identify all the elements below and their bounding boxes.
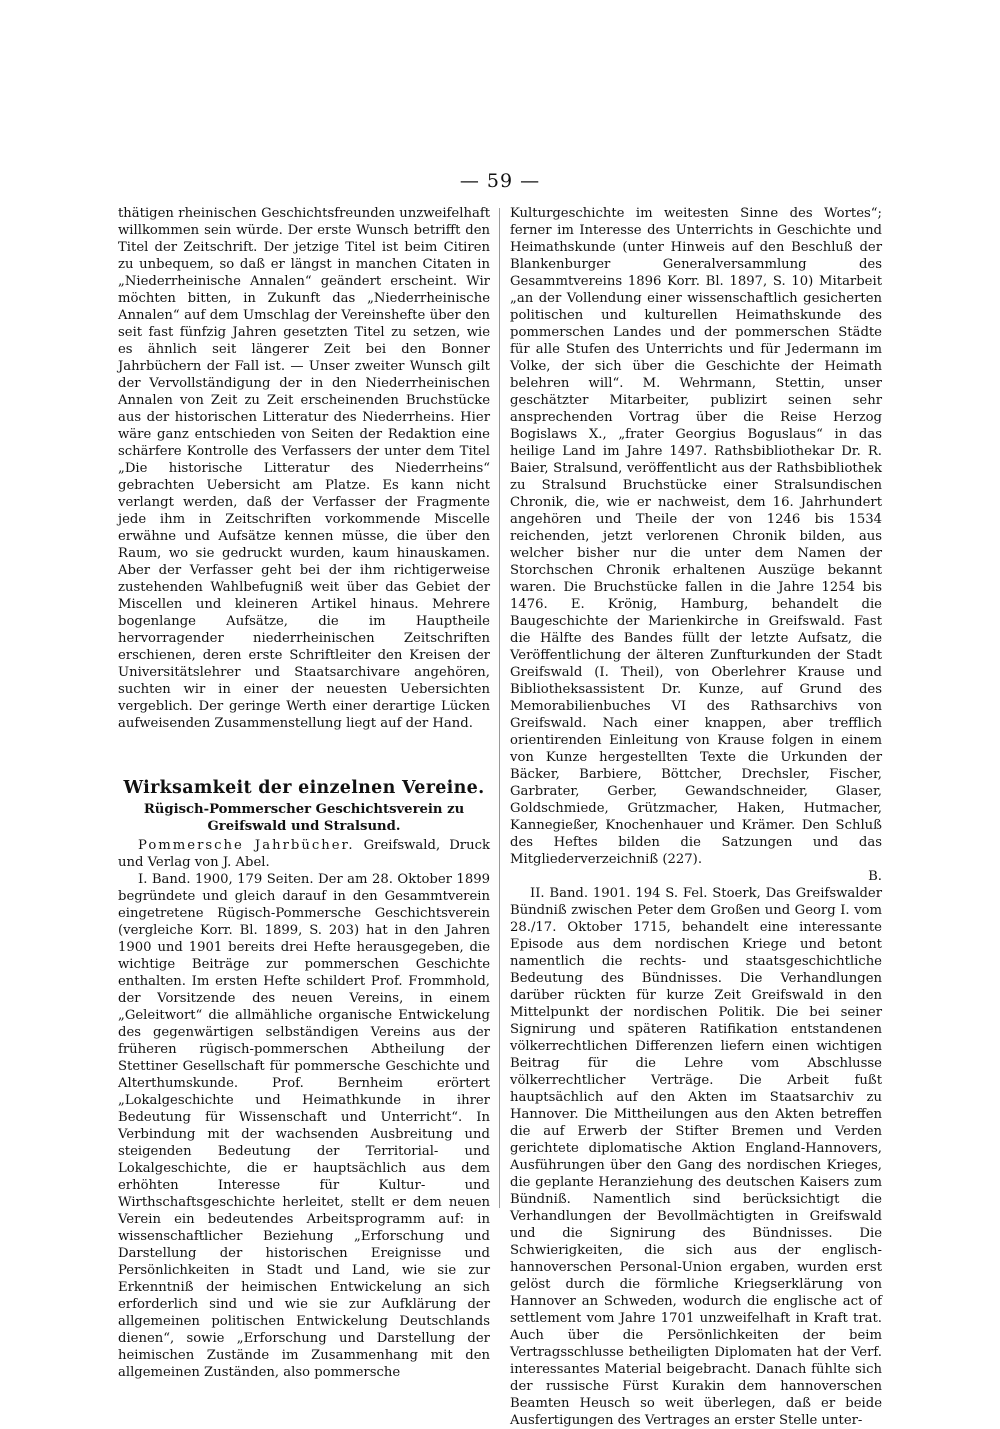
left-column xyxy=(118,205,490,1381)
right-column xyxy=(510,205,882,1429)
author-signature: B. xyxy=(868,869,882,884)
page-number: — 59 — xyxy=(459,170,541,192)
left-paragraph-2: I. Band. 1900, 179 Seiten. Der am 28. Oktober 1899 begründete und gleich darauf in den Gesammtverein eingetretene Rügisch-Pommersche Geschichtsverein (vergleiche Korr. Bl. 1899, S. 203) hat in den Jahren 1900 und 1901 bereits drei Hefte herausgegeben, die wichtige Beiträge zur pommerschen Geschichte enthalten. Im ersten Hefte schildert Prof. Frommhold, der Vorsitzende des neuen Vereins, in einem „Geleitwort“ die allmähliche organische Entwickelung des gegenwärtigen selbständigen Vereins aus der früheren rügisch-pommerschen Abtheilung der Stettiner Gesellschaft für pommersche Geschichte und Alterthumskunde. Prof. Bernheim erörtert „Lokalgeschichte und Heimathkunde in ihrer Bedeutung für Wissenschaft und Unterricht“. In Verbindung mit der wachsenden Ausbreitung und steigenden Bedeutung der Territorial- und Lokalgeschichte, die er hauptsächlich aus dem erhöhten Interesse für Kultur- und Wirthschaftsgeschichte herleitet, stellt er dem neuen Verein ein bedeutendes Arbeitsprogramm auf: in wissenschaftlicher Beziehung „Erforschung und Darstellung der historischen Ereignisse und Persönlichkeiten in Stadt und Land, wie sie zur Erkenntniß der heimischen Entwickelung an sich erforderlich sind und wie sie zur Aufklärung der allgemeinen politischen Entwickelung Deutschlands dienen“, sowie „Erforschung und Darstellung der heimischen Zustände im Zusammenhang mit den allgemeinen Zuständen, also pommersche xyxy=(118,872,490,1380)
section-spacer xyxy=(118,732,490,780)
publication-title: Pommersche Jahrbücher. xyxy=(138,838,355,853)
right-paragraph-2: II. Band. 1901. 194 S. Fel. Stoerk, Das Greifswalder Bündniß zwischen Peter dem Großen und Georg I. vom 28./17. Oktober 1715, behandelt eine interessante Episode aus dem nordischen Kriege und betont namentlich die rechts- und staatsgeschichtliche Bedeutung des Bündnisses. Die Verhandlungen darüber rückten für kurze Zeit Greifswald in den Mittelpunkt der nordischen Politik. Die bei seiner Signirung und späteren Ratifikation entstandenen völkerrechtlichen Differenzen liefern einen wichtigen Beitrag für die Lehre vom Abschlusse völkerrechtlicher Verträge. Die Arbeit fußt hauptsächlich auf den Akten im Staatsarchiv zu Hannover. Die Mittheilungen aus den Akten betreffen die auf Erwerb der Stifter Bremen und Verden gerichtete diplomatische Aktion England-Hannovers, Ausführungen über den Gang des nordischen Krieges, die geplante Heranziehung des deutschen Kaisers zum Bündniß. Namentlich sind berücksichtigt die Verhandlungen der Bevollmächtigten in Greifswald und die Signirung des Bündnisses. Die Schwierigkeiten, die sich aus der englisch-hannoverschen Personal-Union ergaben, wurden erst gelöst durch die förmliche Kriegserklärung von Hannover an Schweden, wodurch die englische act of settlement vom Jahre 1701 unzweifelhaft in Kraft trat. Auch über die Persönlichkeiten der beim Vertragsschlusse betheiligten Diplomaten hat der Verf. interessantes Material beigebracht. Danach fühlte sich der russische Fürst Kurakin dem hannoverschen Beamten Heusch so weit überlegen, daß er beide Ausfertigungen des Vertrages an erster Stelle unter- xyxy=(510,886,882,1428)
column-divider xyxy=(499,208,500,1208)
section-heading: Wirksamkeit der einzelnen Vereine. xyxy=(123,778,485,798)
left-paragraph-1: thätigen rheinischen Geschichtsfreunden unzweifelhaft willkommen sein würde. Der erste Wunsch betrifft den Titel der Zeitschrift. Der jetzige Titel ist beim Citiren zu unbequem, so daß er längst in manchen Citaten in „Niederrheinische Annalen“ geändert erscheint. Wir möchten bitten, in Zukunft das „Niederrheinische Annalen“ auf dem Umschlag der Vereinshefte über den seit fast fünfzig Jahren gesetzten Titel zu setzen, wie es ähnlich seit längerer Zeit bei den Bonner Jahrbüchern der Fall ist. — Unser zweiter Wunsch gilt der Vervollständigung der in den Niederrheinischen Annalen von Zeit zu Zeit erscheinenden Bruchstücke aus der historischen Litteratur des Niederrheins. Hier wäre ganz entschieden von Seiten der Redaktion eine schärfere Kontrolle des Verfassers der unter dem Titel „Die historische Litteratur des Niederrheins“ gebrachten Uebersicht am Platze. Es kann nicht verlangt werden, daß der Verfasser der Fragmente jede ihm in Zeitschriften vorkommende Miscelle erwähne und Aufsätze kennen müsse, die über den Raum, wo sie gedruckt wurden, kaum hinauskamen. Aber der Verfasser geht bei der ihm richtigerweise zustehenden Wahlbefugniß weit über das Gebiet der Miscellen und kleineren Artikel hinaus. Mehrere bogenlange Aufsätze, die im Hauptheile hervorragender niederrheinischen Zeitschriften erschienen, deren erste Schriftleiter den Kreisen der Universitätslehrer und Staatsarchivare angehören, suchten wir in einer der neuesten Uebersichten vergeblich. Der geringe Werth einer derartige Lücken aufweisenden Zusammenstellung liegt auf der Hand. xyxy=(118,206,490,731)
publication-imprint: Greifswald, Druck und Verlag von J. Abel. xyxy=(118,838,490,870)
right-paragraph-1: Kulturgeschichte im weitesten Sinne des Wortes“; ferner im Interesse des Unterrichts in Geschichte und Heimathskunde (unter Hinweis auf den Beschluß der Blankenburger Generalversammlung des Gesammtvereins 1896 Korr. Bl. 1897, S. 10) Mitarbeit „an der Vollendung einer wissenschaftlich gesicherten politischen und kulturellen Heimathskunde des pommerschen Landes und der pommerschen Städte für alle Stufen des Unterrichts und für Jedermann im Volke, der sich über die Geschichte der Heimath belehren will“. M. Wehrmann, Stettin, unser geschätzter Mitarbeiter, publizirt seinen sehr ansprechenden Vortrag über die Reise Herzog Bogislaws X., „frater Georgius Boguslaus“ in das heilige Land im Jahre 1497. Rathsbibliothekar Dr. R. Baier, Stralsund, veröffentlicht aus der Rathsbibliothek zu Stralsund Bruchstücke einer Stralsundischen Chronik, die, wie er nachweist, dem 16. Jahrhundert angehören und Theile der von 1246 bis 1534 reichenden, jetzt verlorenen Chronik bilden, aus welcher bisher nur die unter dem Namen der Storchschen Chronik erhaltenen Auszüge bekannt waren. Die Bruchstücke fallen in die Jahre 1254 bis 1476. E. Krönig, Hamburg, behandelt die Baugeschichte der Marienkirche in Greifswald. Fast die Hälfte des Bandes füllt der letzte Aufsatz, die Veröffentlichung der älteren Zunfturkunden der Stadt Greifswald (I. Theil), von Oberlehrer Krause und Bibliotheksassistent Dr. Kunze, auf Grund des Memorabilienbuches VI des Rathsarchivs von Greifswald. Nach einer knappen, aber trefflich orientirenden Einleitung von Krause folgen in einem von Kunze hergestellten Texte die Urkunden der Bäcker, Barbiere, Böttcher, Drechsler, Fischer, Garbrater, Gerber, Gewandschneider, Glaser, Goldschmiede, Grützmacher, Haken, Hutmacher, Kannegießer, Knochenhauer und Krämer. Den Schluß des Heftes bilden die Satzungen und das Mitgliederverzeichniß (227). xyxy=(510,206,882,867)
society-heading: Rügisch-Pommerscher Geschichtsverein zu Greifswald und Stralsund. xyxy=(143,802,465,834)
publication-line xyxy=(118,837,490,871)
